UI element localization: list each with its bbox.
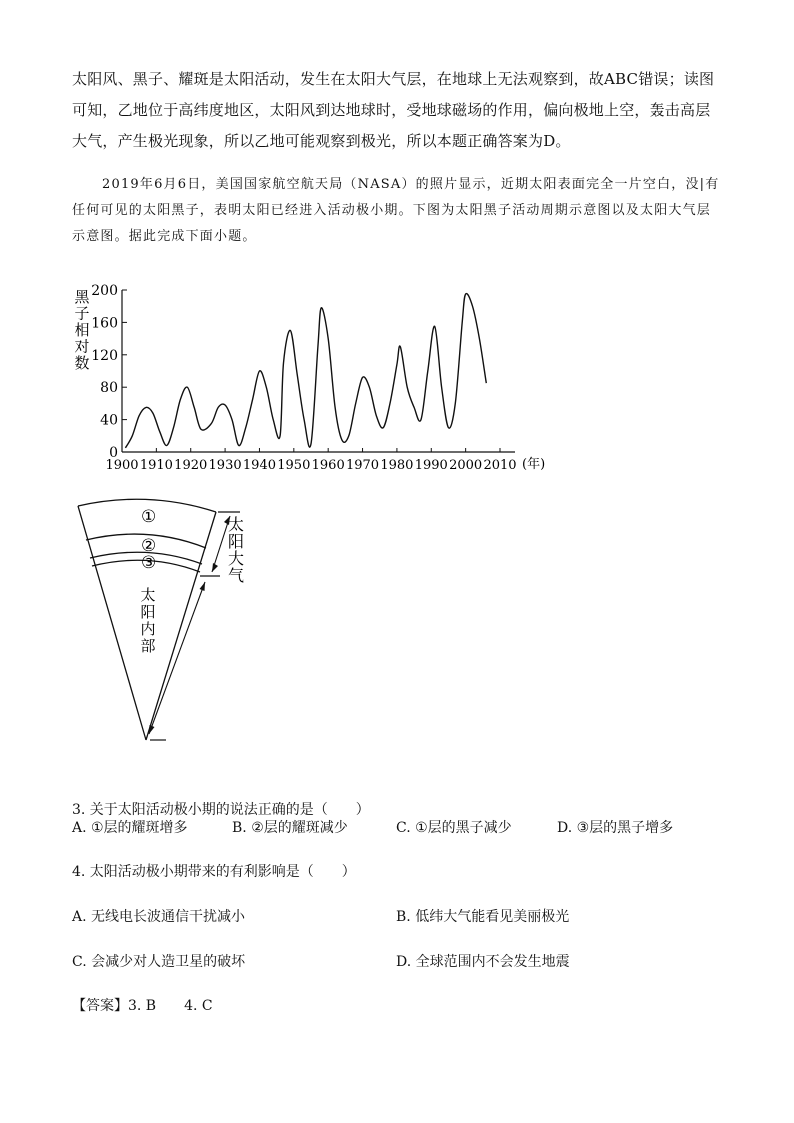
interior-label-char: 阳	[140, 603, 156, 621]
atmosphere-label-char: 阳	[227, 532, 245, 551]
atmosphere-label-char: 大	[227, 549, 245, 568]
y-axis-label-char: 子	[74, 304, 90, 323]
layer-3-label: ③	[141, 553, 157, 573]
atmosphere-label	[228, 515, 244, 585]
explanation-paragraph: 太阳风、黑子、耀斑是太阳活动，发生在太阳大气层，在地球上无法观察到，故ABC错误；读图可知，乙地位于高纬度地区，太阳风到达地球时，受地球磁场的作用，偏向极地上空，轰击高层大气，产生极光现象，所以乙地可能观察到极光，所以本题正确答案为D。	[72, 70, 715, 150]
sunspot-chart	[74, 283, 545, 473]
x-axis-label: (年)	[522, 457, 546, 472]
y-tick-label: 0	[109, 445, 118, 461]
interior-label-char: 太	[140, 586, 156, 604]
x-tick-label: 1960	[311, 458, 345, 473]
x-tick-label: 1900	[105, 458, 139, 473]
answer-line	[72, 996, 213, 1016]
q4-option-d: D. 全球范围内不会发生地震	[396, 954, 570, 970]
interior-arrow-down	[149, 725, 155, 734]
q3-option-b: B. ②层的耀斑减少	[232, 820, 348, 836]
intro-paragraph: 2019年6月6日，美国国家航空航天局（NASA）的照片显示，近期太阳表面完全一片空白，没|有任何可见的太阳黑子，表明太阳已经进入活动极小期。下图为太阳黑子活动周期示意图以及太阳大气层示意图。据此完成下面小题。	[72, 177, 720, 244]
q3-option-a: A. ①层的耀斑增多	[72, 820, 188, 836]
atmosphere-label-char: 气	[227, 566, 245, 585]
x-tick-label: 1940	[242, 458, 277, 473]
q4-option-b: B. 低纬大气能看见美丽极光	[396, 909, 570, 925]
q3-option-c: C. ①层的黑子减少	[396, 820, 512, 836]
y-axis-label-char: 黑	[74, 288, 90, 306]
y-tick-label: 200	[91, 283, 118, 299]
question-4-stem: 4. 太阳活动极小期带来的有利影响是（ ）	[72, 864, 356, 880]
x-tick-label: 1910	[139, 458, 173, 473]
cone-right-edge	[146, 512, 216, 740]
atmosphere-arrow-down	[212, 563, 218, 572]
y-tick-label: 120	[91, 347, 118, 364]
q4-option-c: C. 会减少对人造卫星的破坏	[72, 954, 246, 970]
interior-arrow-shaft	[149, 582, 205, 734]
x-tick-label: 2010	[483, 458, 517, 473]
atmosphere-label-char: 太	[227, 515, 245, 534]
layer-1-label: ①	[141, 507, 157, 527]
y-axis-label-char: 相	[74, 321, 90, 339]
x-tick-label: 1930	[208, 458, 242, 473]
y-axis-label-char: 对	[74, 337, 90, 356]
y-tick-label: 160	[91, 315, 118, 332]
layer-2-label: ②	[141, 536, 157, 556]
interior-label	[140, 586, 155, 655]
y-tick-label: 80	[100, 380, 118, 397]
x-tick-label: 1980	[380, 458, 414, 473]
answer-text: 3. B 4. C	[128, 998, 213, 1014]
y-tick-label: 40	[100, 412, 118, 429]
x-tick-label: 1990	[414, 458, 448, 473]
interior-label-char: 内	[140, 620, 156, 638]
q4-option-a: A. 无线电长波通信干扰减小	[72, 909, 246, 925]
cone-left-edge	[78, 506, 146, 740]
question-3-stem: 3. 关于太阳活动极小期的说法正确的是（ ）	[72, 802, 370, 818]
sunspot-series-line	[125, 294, 486, 448]
x-tick-label: 1920	[174, 458, 208, 473]
x-tick-label: 1970	[345, 458, 380, 473]
y-axis-label	[74, 288, 90, 372]
x-tick-label: 2000	[449, 458, 483, 473]
q3-option-d: D. ③层的黑子增多	[557, 820, 674, 836]
interior-arrow-up	[200, 582, 206, 591]
x-tick-label: 1950	[277, 458, 311, 473]
answer-tag: 【答案】	[72, 998, 128, 1014]
y-axis-label-char: 数	[74, 354, 90, 372]
sun-atmosphere-diagram	[78, 499, 244, 740]
interior-label-char: 部	[140, 637, 156, 655]
